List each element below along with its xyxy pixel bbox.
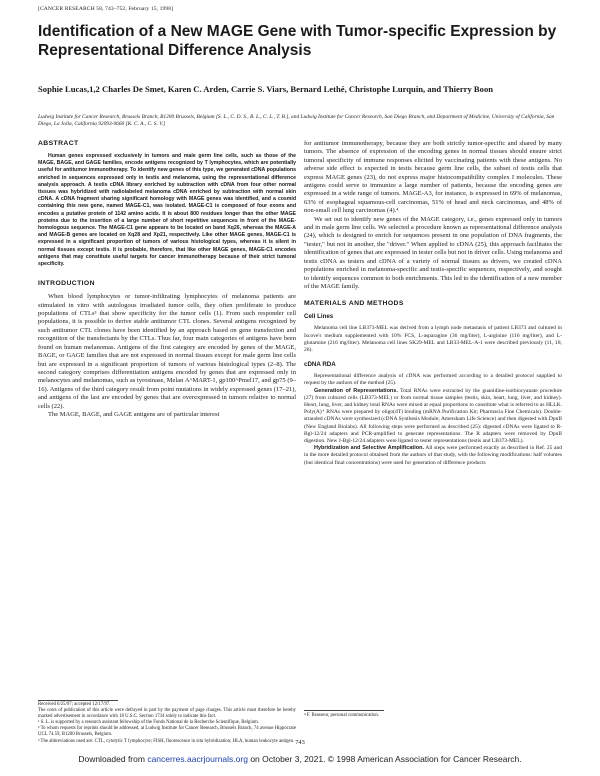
- footnote-divider-right: [304, 710, 384, 711]
- footnote-divider-left: [38, 700, 118, 701]
- hybridization-paragraph: [304, 445, 562, 467]
- download-prefix: Downloaded from: [78, 754, 148, 764]
- generation-paragraph: [304, 388, 562, 446]
- introduction-heading: INTRODUCTION: [38, 280, 95, 288]
- affiliations: Ludwig Institute for Cancer Research, Brussels Branch, B1200 Brussels, Belgium [S. L., C. D. S., B. L., C. L., T. B.], and Ludwig Institute for Cancer Research, San Diego Branch, and Department of Medicine, University of California, San Diego, La Jolla, California 92093-0660 [K. C. A., C. S. V.]: [38, 114, 555, 127]
- hybridization-text: All steps were performed exactly as described in Ref. 25 and in the more detailed protocol obtained from the authors of that study, with the following modifications: half volumes (but identical final concentrations) were used for generation of difference products: [304, 445, 562, 466]
- methods-heading: MATERIALS AND METHODS: [304, 300, 404, 308]
- right-intro-paragraph-1: for antitumor immunotherapy, because they are both strictly tumor-specific and shared by many tumors. The absence of expression of the encoding genes in normal tissues should ensure strict tumoral specificity of immune responses elicited by vaccinating patients with these antigens. No adverse side effect is expected in testis because germ line cells, the subset of testis cells that express MAGE genes (23), do not express major histocompatibility complex I molecules. These antigens could serve to immunize a large number of patients, because the encoding genes are expressed in a wide range of tumors. MAGE-A3, for instance, is expressed in 69% of melanomas, 63% of esophageal squamous-cell carcinomas, 51% of head and neck carcinomas, and 48% of non-small cell lung carcinomas (4).⁴: [304, 140, 562, 215]
- footnote-3: ³ The abbreviations used are: CTL, cytolytic T lymphocyte; FISH, fluorescence in situ hybridization; HLA, human leukocyte antigen.: [38, 738, 295, 744]
- download-notice: [0, 754, 600, 764]
- cdna-rda-intro: Representational difference analysis of cDNA was performed according to a detailed protocol supplied to request by the authors of the method (25).: [304, 373, 562, 387]
- abstract-text: Human genes expressed exclusively in tumors and male germ line cells, such as those of the MAGE, BAGE, and GAGE families, encode antigens recognized by T lymphocytes, which are potentially useful for antitumor immunotherapy. To identify new genes of this type, we generated cDNA populations enriched in sequences expressed only in testis and melanoma, using the representational difference analysis approach. A testis cDNA library enriched by subtraction with cDNA from four other normal tissues was hybridized with radiolabeled melanoma cDNA enriched by subtraction with normal skin cDNA. A cDNA fragment sharing significant homology with MAGE genes was identified, and a cosmid containing this new gene, named MAGE-C1, was isolated. MAGE-C1 is composed of four exons and encodes a putative protein of 1142 amino acids. It is about 800 residues longer than the other MAGE proteins due to the insertion of a large number of short repetitive sequences in front of the MAGE-homologous sequence. The MAGE-C1 gene appears to be located on band Xq26, whereas the MAGE-A and MAGE-B genes are located on Xq28 and Xp21, respectively. Like other MAGE genes, MAGE-C1 is expressed in a significant proportion of tumors of various histological types, whereas it is silent in normal tissues except testis. It is probable, therefore, that like other MAGE genes, MAGE-C1 encodes antigens that may constitute useful targets for cancer immunotherapy because of their strict tumoral specificity.: [38, 153, 296, 268]
- author-list: Sophie Lucas,1,2 Charles De Smet, Karen C. Arden, Carrie S. Viars, Bernard Lethé, Christophe Lurquin, and Thierry Boon: [38, 84, 494, 94]
- footnote-4: ⁴ F. Brasseur, personal communication.: [304, 713, 380, 718]
- introduction-paragraph-2: The MAGE, BAGE, and GAGE antigens are of particular interest: [48, 410, 220, 418]
- right-intro-paragraph-2: We set out to identify new genes of the MAGE category, i.e., genes expressed only in tumors and in male germ line cells. We selected a procedure known as representational difference analysis (24), which is designed to enrich for sequences present in one population of DNA fragments, the "tester," but not in another, the "driver." When applied to cDNA (25), this approach facilitates the identification of genes that are expressed in tester cells but not in driver cells. Using melanoma and testis cDNA as testers and cDNA of a variety of normal tissues as drivers, we created cDNA populations enriched in melanoma-specific and testis-specific sequences, respectively, and sought to identify sequences common to both enrichments. This led to the identification of a new member of the MAGE family.: [304, 215, 562, 290]
- page-number: 743: [295, 739, 305, 746]
- download-suffix: on October 3, 2021. © 1998 American Association for Cancer Research.: [247, 754, 522, 764]
- journal-header: [CANCER RESEARCH 58, 743–752, February 15, 1998]: [38, 6, 174, 12]
- footnote-costs: The costs of publication of this article were defrayed in part by the payment of page charges. This article must therefore be hereby marked advertisement in accordance with 18 U.S.C. Section 1734 solely to indicate this fact.: [38, 708, 296, 720]
- cell-lines-heading: Cell Lines: [304, 313, 334, 321]
- right-column: [304, 140, 562, 467]
- abstract-heading: ABSTRACT: [38, 140, 79, 147]
- journal-link[interactable]: cancerres.aacrjournals.org: [147, 754, 248, 764]
- left-column: [38, 140, 296, 419]
- generation-subheading: Generation of Representations.: [314, 387, 398, 394]
- footnote-received: Received 6/25/97; accepted 12/17/97.: [38, 702, 111, 707]
- footnote-1: ¹ S. L. is supported by a research assistant fellowship of the Fonds National de la Recherche Scientifique, Belgium.: [38, 720, 259, 726]
- generation-text: Total RNAs were extracted by the guanidine-isothiocyanate procedure (27) from cultured cells (LB373-MEL) or from normal tissue samples (testis, skin, heart, lung, liver, and kidney). Heart, lung, liver, and kidney total RNAs were mixed at equal proportions to constitute what is referred to as HLLK. Poly(A)⁺ RNAs were prepared by oligo(dT) binding (mRNA Purification Kit; Pharmacia Fine Chemicals). Double-stranded cDNAs were synthesized (cDNA Synthesis Module; Amersham Life Science) and then digested with DpnII (New England Biolabs). All following steps were performed as described (25): digested cDNAs were ligated to R-Bgl-12/24 adapters and PCR-amplified to generate representations. The R adapters were removed by DpnII digestion. New J-Bgl-12/24 adapters were ligated to tester representations (testis and LB373-MEL).: [304, 387, 563, 444]
- article-title: Identification of a New MAGE Gene with Tumor-specific Expression by Representational Difference Analysis: [38, 23, 557, 59]
- cell-lines-text: Melanoma cell line LB373-MEL was derived from a lymph node metastasis of patient LB373 and cultured in Iscove's medium supplemented with 10% FCS, L-asparagine (36 mg/liter), L-arginine (116 mg/liter), and L-glutamine (216 mg/liter). Melanoma cell lines SK29-MEL and LB33-MEL-A-1 were described previously (11, 18, 26).: [304, 325, 562, 353]
- introduction-paragraph-1: When blood lymphocytes or tumor-infiltrating lymphocytes of melanoma patients are stimulated in vitro with autologous irradiated tumor cells, they often proliferate to produce populations of CTLs³ that show specificity for the tumor cells (1). From such responder cell populations, it is possible to derive stable antitumor CTL clones. Several antigens recognized by such antitumor CTL clones have been identified by an approach based on gene transfection and recognition of the transfectants by the CTLs. Thus far, four main categories of antigens have been found on human melanomas. Antigens of the first category are encoded by genes of the MAGE, BAGE, or GAGE families that are not expressed in normal tissues except for male germ line cells but are expressed in a significant proportion of tumors of various histological types (2–8). The second category comprises differentiation antigens encoded by genes that are expressed only in melanocytes and melanomas, such as tyrosinase, Melan A^MART-1, gp100^Pmel17, and gp75 (9–16). Antigens of the third category result from point mutations in widely expressed genes (17–21), and antigens of the last are encoded by genes that are overexpressed in tumors relative to normal cells (22).: [38, 293, 296, 410]
- cdna-rda-heading: cDNA RDA: [304, 361, 336, 369]
- hybridization-subheading: Hybridization and Selective Amplification.: [314, 445, 425, 452]
- footnote-2: ² To whom requests for reprints should be addressed, at Ludwig Institute for Cancer Research, Brussels Branch, 74 avenue Hippocrate UCL 74.59, B1200 Brussels, Belgium.: [38, 726, 296, 738]
